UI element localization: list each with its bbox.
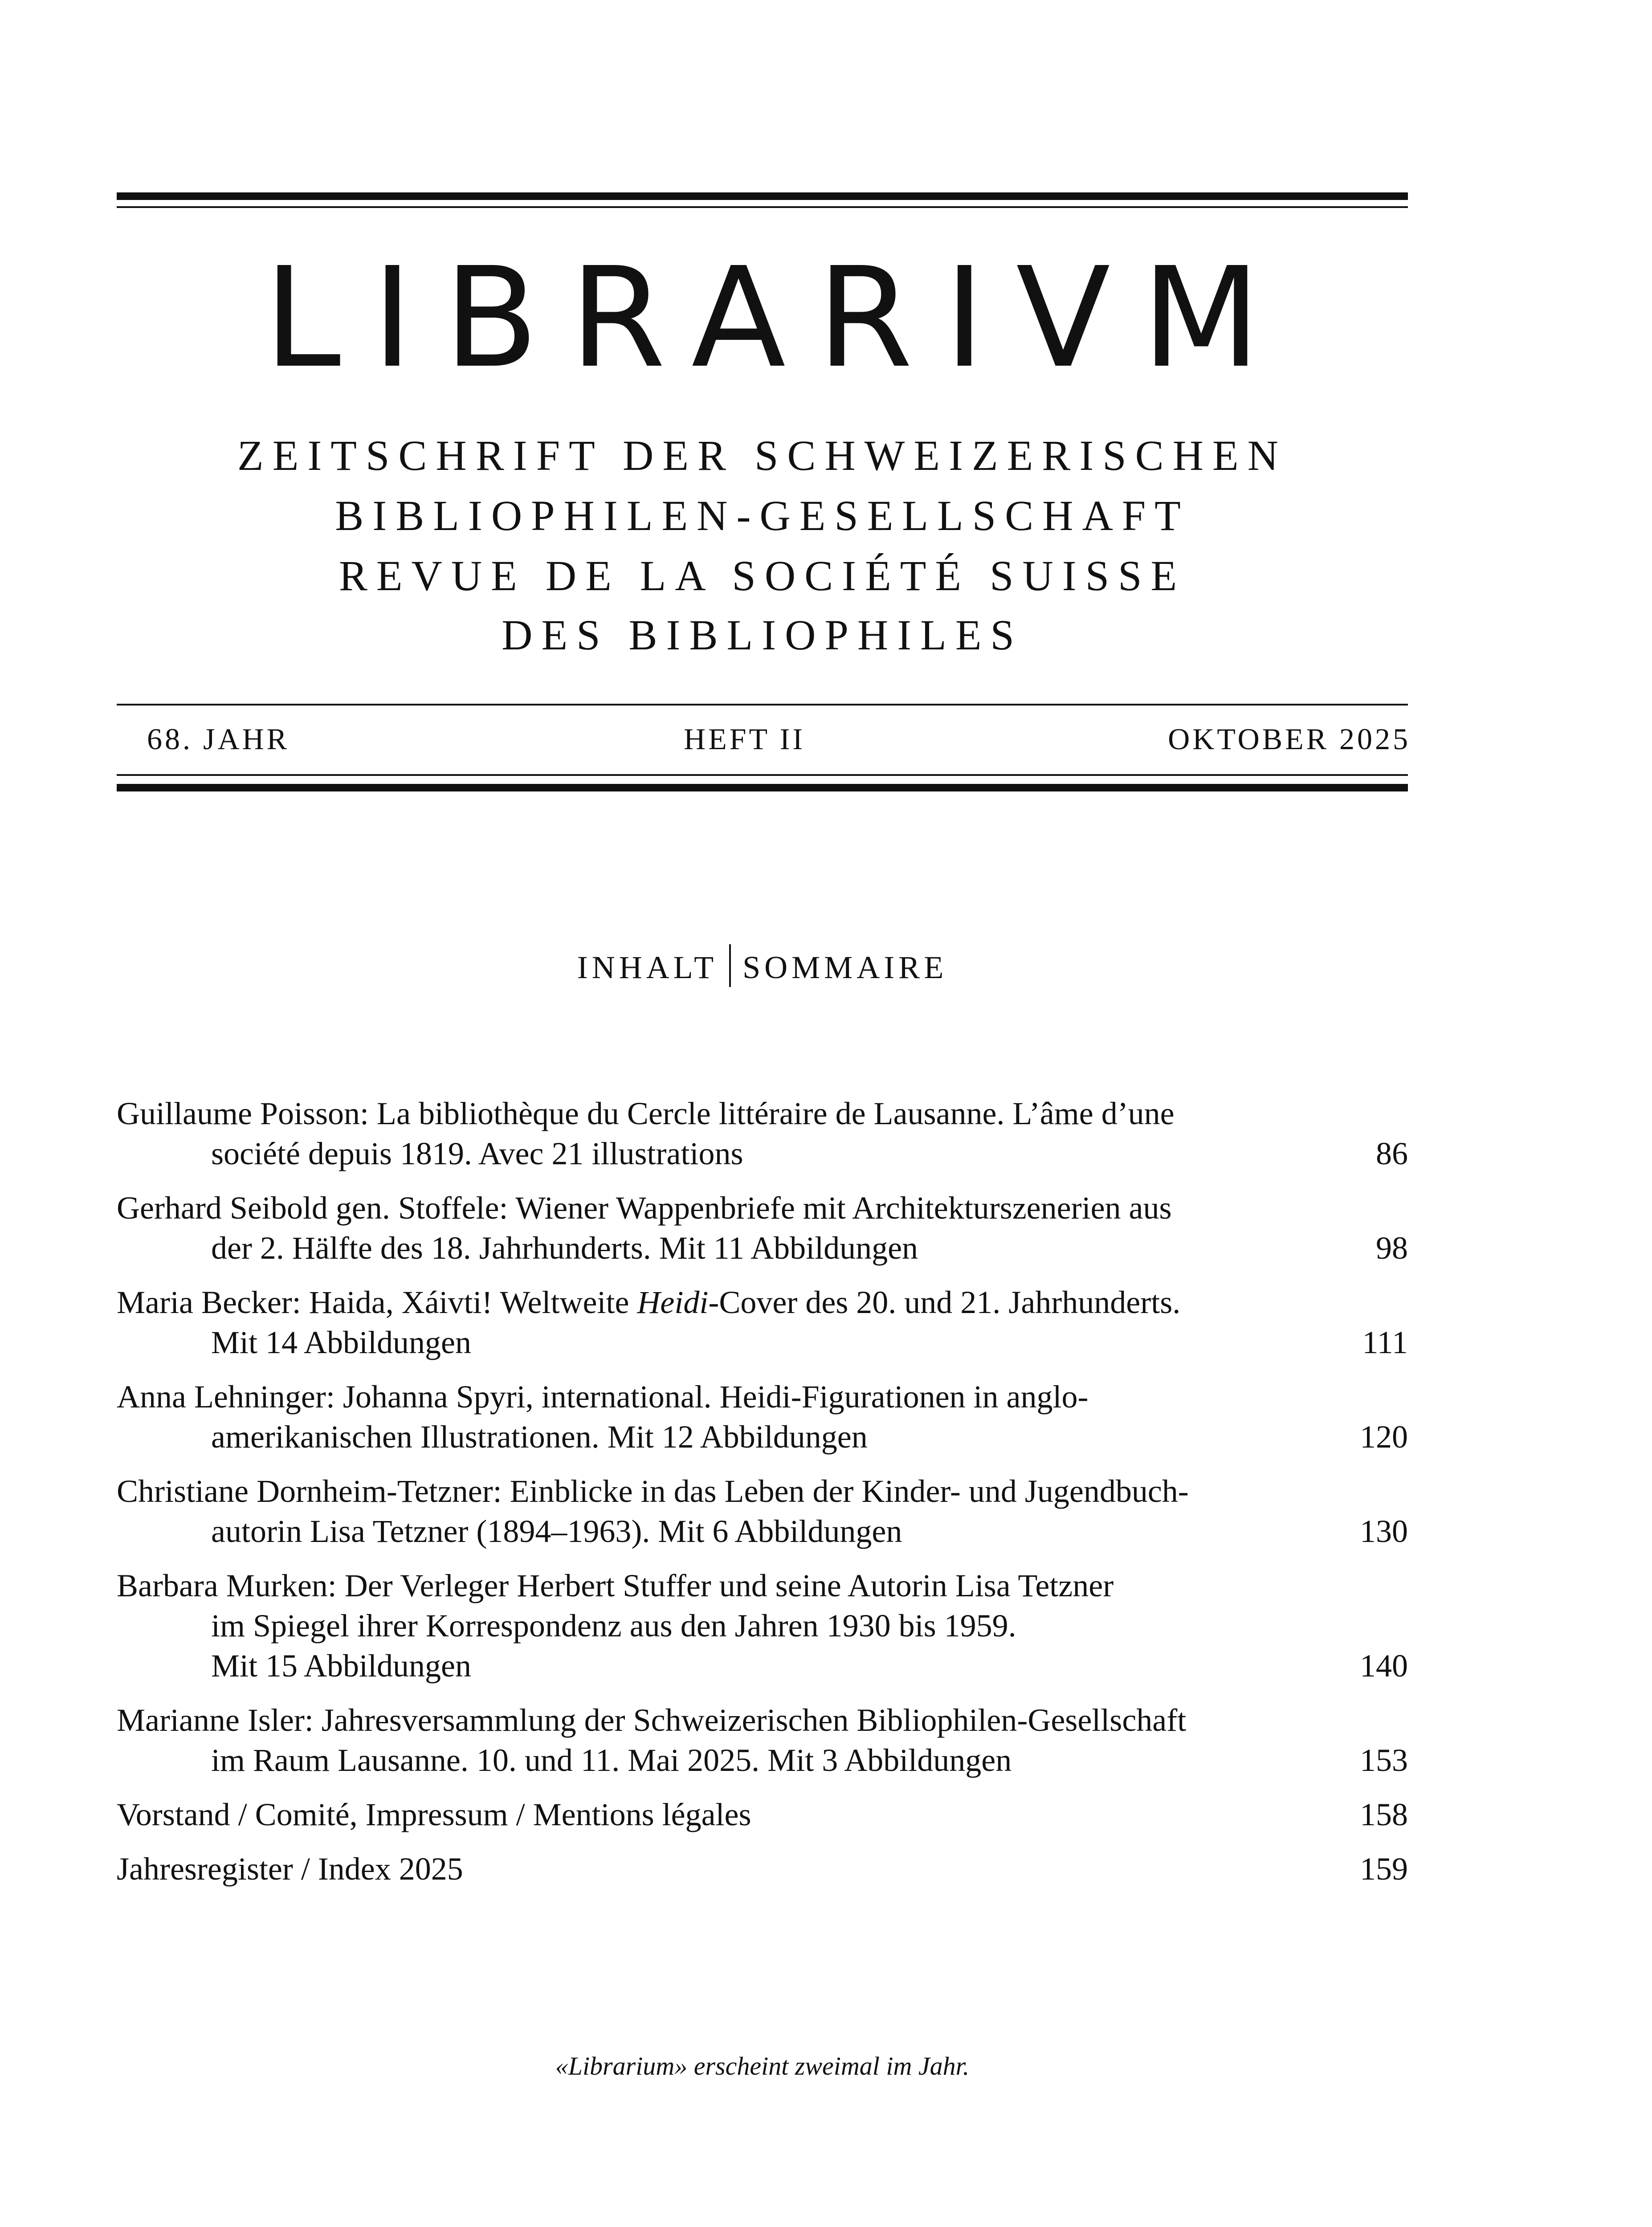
contents-heading xyxy=(117,944,1408,987)
toc-page-number: 158 xyxy=(1360,1797,1408,1832)
toc-text-italic: Heidi xyxy=(637,1285,709,1320)
issue-date: OKTOBER 2025 xyxy=(1168,722,1411,756)
toc-entry-text: société depuis 1819. Avec 21 illustrations xyxy=(211,1136,743,1171)
toc-page-number: 86 xyxy=(1376,1136,1408,1171)
toc-entry-text: autorin Lisa Tetzner (1894–1963). Mit 6 Abbildungen xyxy=(211,1513,902,1549)
subtitle-line-3: REVUE DE LA SOCIÉTÉ SUISSE xyxy=(339,552,1186,600)
toc-page-number: 111 xyxy=(1362,1325,1408,1360)
toc-entry-text: Mit 14 Abbildungen xyxy=(211,1325,472,1360)
toc-entry xyxy=(117,1093,1408,1174)
issue-rule-top xyxy=(117,704,1408,706)
toc-entry-text: im Raum Lausanne. 10. und 11. Mai 2025. Mit 3 Abbildungen xyxy=(211,1742,1012,1778)
toc-entry xyxy=(117,1282,1408,1362)
toc-entry-text: Gerhard Seibold gen. Stoffele: Wiener Wappenbriefe mit Architekturszenerien aus xyxy=(117,1190,1172,1226)
publication-note: «Librarium» erscheint zweimal im Jahr. xyxy=(555,2052,970,2080)
toc-entry xyxy=(117,1700,1408,1780)
table-of-contents xyxy=(117,1093,1408,1903)
journal-title: LIBRARIVM xyxy=(264,238,1292,399)
toc-entry-text: im Spiegel ihrer Korrespondenz aus den Jahren 1930 bis 1959. xyxy=(211,1608,1016,1644)
toc-page-number: 140 xyxy=(1360,1648,1408,1684)
toc-entry-text: Mit 15 Abbildungen xyxy=(211,1648,472,1684)
toc-entry xyxy=(117,1849,1408,1889)
subtitle-line-2: BIBLIOPHILEN-GESELLSCHAFT xyxy=(335,492,1190,539)
toc-page-number: 130 xyxy=(1360,1513,1408,1549)
toc-entry-text: Anna Lehninger: Johanna Spyri, international. Heidi-Figurationen in anglo- xyxy=(117,1379,1089,1415)
toc-text-after: -Cover des 20. und 21. Jahrhunderts. xyxy=(708,1285,1181,1320)
toc-entry-text: der 2. Hälfte des 18. Jahrhunderts. Mit 11 Abbildungen xyxy=(211,1230,918,1266)
toc-page-number: 98 xyxy=(1376,1230,1408,1266)
toc-entry-text: Guillaume Poisson: La bibliothèque du Cercle littéraire de Lausanne. L’âme d’une xyxy=(117,1096,1175,1131)
toc-page-number: 153 xyxy=(1360,1742,1408,1778)
issue-number: HEFT II xyxy=(684,722,806,756)
toc-entry-text xyxy=(117,1282,1408,1322)
toc-entry xyxy=(117,1377,1408,1457)
top-rule-thin xyxy=(117,206,1408,208)
toc-entry xyxy=(117,1471,1408,1551)
toc-entry-text: Vorstand / Comité, Impressum / Mentions légales xyxy=(117,1797,751,1832)
toc-entry xyxy=(117,1566,1408,1686)
toc-entry-text: amerikanischen Illustrationen. Mit 12 Abbildungen xyxy=(211,1419,868,1455)
toc-page-number: 120 xyxy=(1360,1419,1408,1455)
toc-entry-text: Marianne Isler: Jahresversammlung der Schweizerischen Bibliophilen-Gesellschaft xyxy=(117,1702,1187,1738)
toc-entry xyxy=(117,1795,1408,1835)
issue-rule-thin xyxy=(117,774,1408,776)
contents-heading-de: INHALT xyxy=(577,950,718,985)
toc-entry-text: Barbara Murken: Der Verleger Herbert Stuffer und seine Autorin Lisa Tetzner xyxy=(117,1568,1114,1603)
subtitle-line-1: ZEITSCHRIFT DER SCHWEIZERISCHEN xyxy=(237,432,1287,479)
toc-entry-text: Jahresregister / Index 2025 xyxy=(117,1851,463,1887)
issue-year: 68. JAHR xyxy=(147,722,290,756)
toc-text-before: Maria Becker: Haida, Xáivti! Weltweite xyxy=(117,1285,637,1320)
subtitle-line-4: DES BIBLIOPHILES xyxy=(502,611,1023,659)
toc-page-number: 159 xyxy=(1360,1851,1408,1887)
toc-entry-text: Christiane Dornheim-Tetzner: Einblicke in das Leben der Kinder- und Jugendbuch- xyxy=(117,1473,1189,1509)
heading-divider xyxy=(729,944,731,987)
top-rule-thick xyxy=(117,192,1408,200)
toc-entry xyxy=(117,1188,1408,1268)
contents-heading-fr: SOMMAIRE xyxy=(742,950,948,985)
issue-rule-thick xyxy=(117,784,1408,791)
